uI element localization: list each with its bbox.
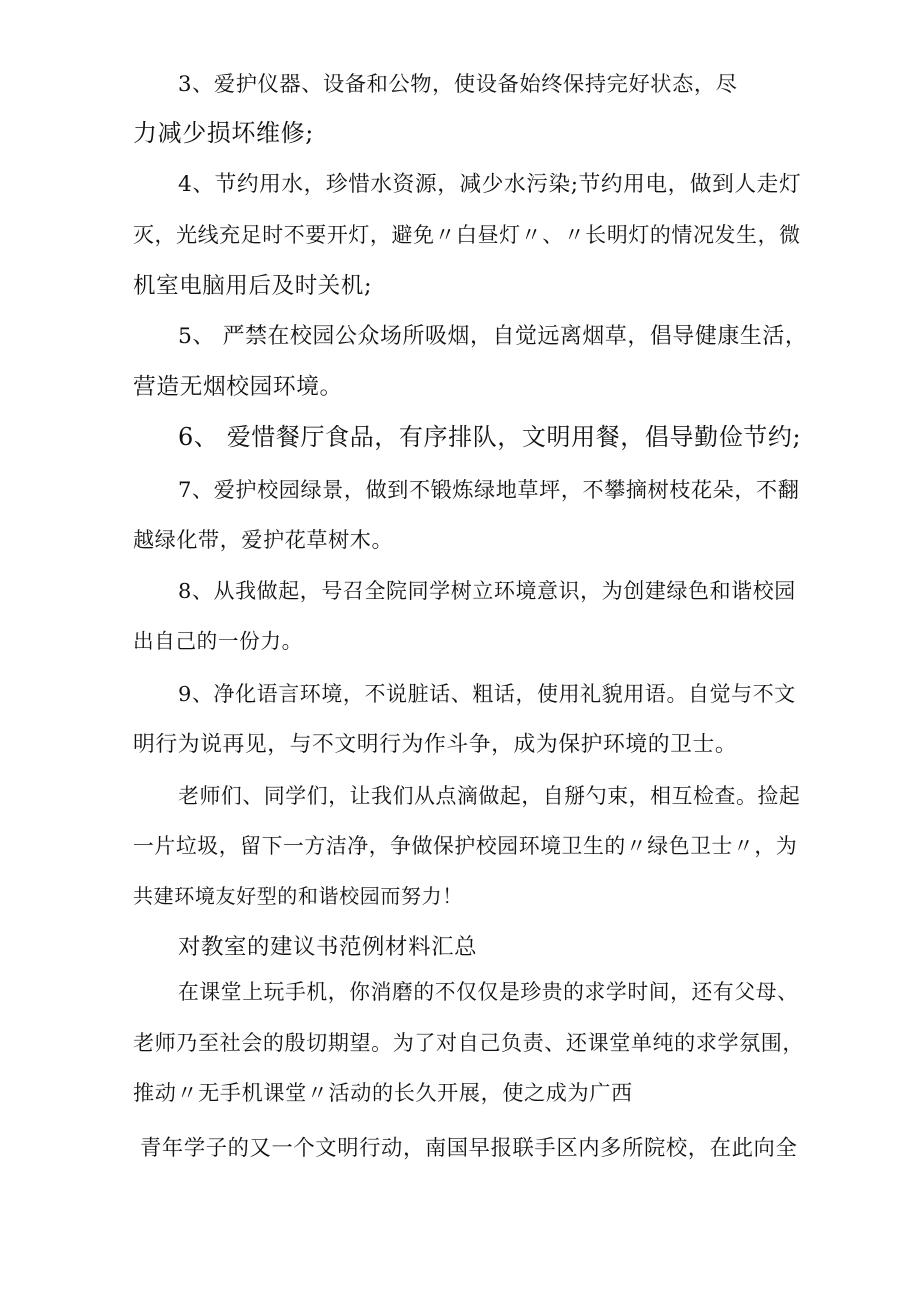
text-line: 4、节约用水，珍惜水资源，减少水污染;节约用电，做到人走灯 xyxy=(178,172,802,197)
text-line: 一片垃圾，留下一方洁净，争做保护校园环境卫生的〃绿色卫士〃，为 xyxy=(133,834,798,858)
text-line: 越绿化带，爱护花草树木。 xyxy=(133,527,394,552)
text-line: 9、净化语言环境，不说脏话、粗话，使用礼貌用语。自觉与不文 xyxy=(178,682,796,706)
text-line: 老师们、同学们，让我们从点滴做起，自掰勺束，相互检查。捡起 xyxy=(178,784,801,808)
text-line: 8、从我做起，号召全院同学树立环境意识，为创建绿色和谐校园 xyxy=(178,579,796,603)
text-line: 出自己的一份力。 xyxy=(133,629,303,653)
text-line: 7、爱护校园绿景，做到不锻炼绿地草坪，不攀摘树枝花朵，不翻 xyxy=(178,477,800,502)
text-line: 力减少损坏维修; xyxy=(133,119,314,147)
text-line: 灭，光线充足时不要开灯，避免〃白昼灯〃、〃长明灯的情况发生，微 xyxy=(133,223,801,247)
text-line: 6、 爱惜餐厅食品，有序排队，文明用餐，倡导勤俭节约; xyxy=(178,423,802,451)
text-line: 老师乃至社会的殷切期望。为了对自己负责、还课堂单纯的求学氛围， xyxy=(133,1030,805,1055)
text-line: 机室电脑用后及时关机; xyxy=(133,273,373,299)
text-line: 3、爱护仪器、设备和公物，使设备始终保持完好状态，尽 xyxy=(178,72,738,97)
text-line: 营造无烟校园环境。 xyxy=(133,374,343,400)
text-line: 5、 严禁在校园公众场所吸烟，自觉远离烟草，倡导健康生活， xyxy=(178,324,808,349)
section-title: 对教室的建议书范例材料汇总 xyxy=(178,934,478,960)
text-line: 推动〃无手机课堂〃活动的长久开展，使之成为广西 xyxy=(133,1080,633,1105)
text-line: 共建环境友好型的和谐校园而努力！ xyxy=(133,884,463,908)
text-line: 青年学子的又一个文明行动，南国早报联手区内多所院校，在此向全 xyxy=(140,1136,798,1161)
text-line: 在课堂上玩手机，你消磨的不仅仅是珍贵的求学时间，还有父母、 xyxy=(178,980,799,1004)
text-line: 明行为说再见，与不文明行为作斗争，成为保护环境的卫士。 xyxy=(133,732,738,757)
